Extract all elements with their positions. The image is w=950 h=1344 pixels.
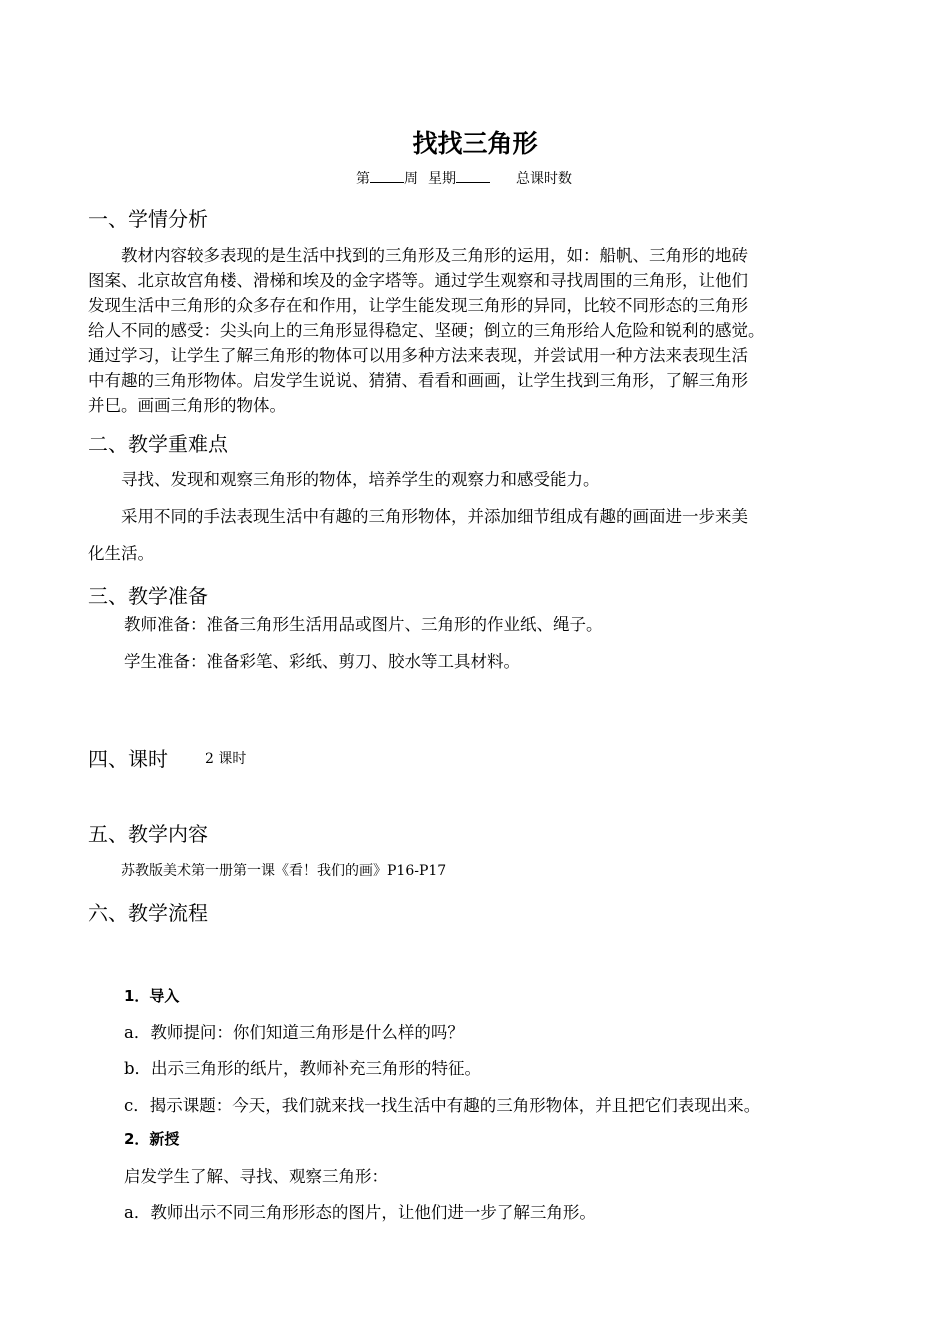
section-heading-5: 五、教学内容 <box>88 822 208 846</box>
paragraph-line: 化生活。 <box>88 544 154 563</box>
paragraph-line: 采用不同的手法表现生活中有趣的三角形物体，并添加细节组成有趣的画面进一步来美 <box>121 507 748 526</box>
paragraph-line: 中有趣的三角形物体。启发学生说说、猜猜、看看和画画，让学生找到三角形，了解三角形 <box>88 371 748 390</box>
section-heading-1: 一、学情分析 <box>88 207 208 231</box>
class-hours-value: 2 课时 <box>205 751 247 767</box>
paragraph-line: 通过学习，让学生了解三角形的物体可以用多种方法来表现，并尝试用一种方法来表现生活 <box>88 346 748 365</box>
section-heading-3: 三、教学准备 <box>88 584 208 608</box>
step-item: c．揭示课题：今天，我们就来找一找生活中有趣的三角形物体，并且把它们表现出来。 <box>124 1096 761 1115</box>
total-hours-label: 总课时数 <box>516 171 572 187</box>
weekday-blank <box>456 170 490 183</box>
paragraph-line: 发现生活中三角形的众多存在和作用，让学生能发现三角形的异同，比较不同形态的三角形 <box>88 296 748 315</box>
student-prep: 学生准备：准备彩笔、彩纸、剪刀、胶水等工具材料。 <box>124 652 520 671</box>
paragraph-line: 教材内容较多表现的是生活中找到的三角形及三角形的运用，如：船帆、三角形的地砖 <box>121 246 748 265</box>
section-heading-4: 四、课时 <box>88 747 168 771</box>
step-heading-intro: 1．导入 <box>124 987 180 1005</box>
section-heading-6: 六、教学流程 <box>88 901 208 925</box>
step-heading-new: 2．新授 <box>124 1130 180 1148</box>
page-title: 找找三角形 <box>412 129 538 158</box>
step-item: a．教师提问：你们知道三角形是什么样的吗？ <box>124 1023 464 1042</box>
week-blank <box>370 170 404 183</box>
step-item: a．教师出示不同三角形形态的图片，让他们进一步了解三角形。 <box>124 1203 596 1222</box>
paragraph-line: 给人不同的感受：尖头向上的三角形显得稳定、坚硬；倒立的三角形给人危险和锐利的感觉。 <box>88 321 765 340</box>
lesson-content: 苏教版美术第一册第一课《看！我们的画》P16-P17 <box>121 863 447 879</box>
lesson-meta <box>356 168 572 188</box>
paragraph-line: 并巳。画画三角形的物体。 <box>88 396 286 415</box>
paragraph-line: 图案、北京故宫角楼、滑梯和埃及的金字塔等。通过学生观察和寻找周围的三角形，让他们 <box>88 271 748 290</box>
teacher-prep: 教师准备：准备三角形生活用品或图片、三角形的作业纸、绳子。 <box>124 615 603 634</box>
section-heading-2: 二、教学重难点 <box>88 432 228 456</box>
step-item: b．出示三角形的纸片，教师补充三角形的特征。 <box>124 1059 482 1078</box>
weekday-label: 星期 <box>428 171 456 187</box>
week-suffix: 周 <box>404 171 418 187</box>
paragraph-line: 寻找、发现和观察三角形的物体，培养学生的观察力和感受能力。 <box>121 470 600 489</box>
week-prefix: 第 <box>356 171 370 187</box>
step-item: 启发学生了解、寻找、观察三角形： <box>124 1167 388 1186</box>
